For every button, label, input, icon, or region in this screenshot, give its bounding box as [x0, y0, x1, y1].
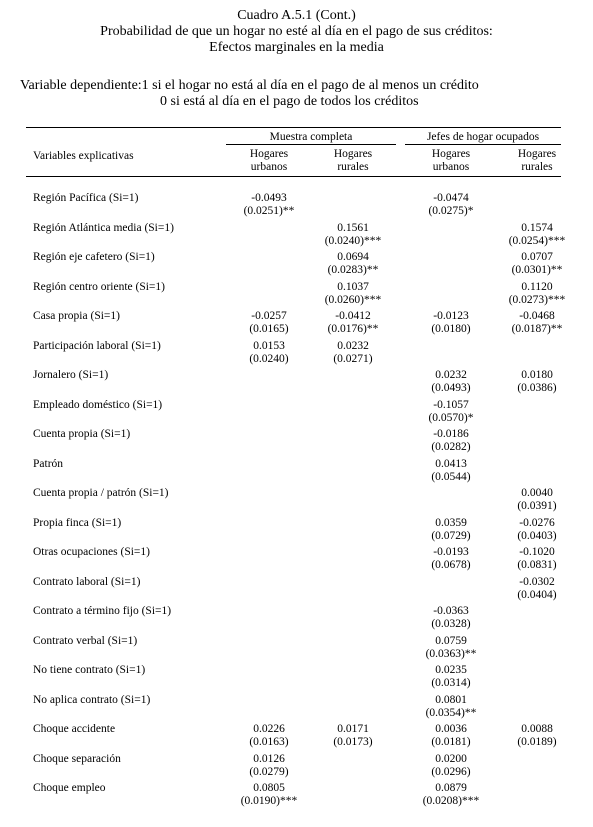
- coefficient: 0.0707: [521, 251, 553, 263]
- coefficient: -0.0468: [519, 310, 555, 322]
- table-cell: [411, 399, 491, 425]
- row-label: Empleado doméstico (Si=1): [33, 399, 163, 411]
- standard-error: (0.0260)***: [324, 294, 382, 306]
- standard-error: (0.0404): [517, 589, 557, 601]
- row-label: Cuenta propia / patrón (Si=1): [33, 487, 169, 499]
- row-label: Región eje cafetero (Si=1): [33, 251, 155, 263]
- table-cell: [497, 251, 577, 277]
- table-cell: [411, 369, 491, 395]
- standard-error: (0.0296): [431, 766, 471, 778]
- coefficient: -0.0474: [433, 192, 469, 204]
- coefficient: 0.1120: [521, 281, 553, 293]
- row-label: Región Atlántica media (Si=1): [33, 222, 174, 234]
- table-cell: [411, 694, 491, 720]
- group-header-muestra: Muestra completa: [269, 131, 353, 143]
- standard-error: (0.0678): [431, 559, 471, 571]
- standard-error: (0.0251)**: [243, 205, 295, 217]
- standard-error: (0.0190)***: [240, 795, 298, 807]
- table-cell: [411, 192, 491, 218]
- table-cell: [411, 546, 491, 572]
- coefficient: -0.0193: [433, 546, 469, 558]
- coefficient: 0.0036: [435, 723, 467, 735]
- group-header-jefes: Jefes de hogar ocupados: [426, 131, 540, 143]
- row-label: Participación laboral (Si=1): [33, 340, 161, 352]
- standard-error: (0.0163): [249, 736, 289, 748]
- coefficient: -0.0257: [251, 310, 287, 322]
- coefficient: 0.1574: [521, 222, 553, 234]
- coefficient: -0.0186: [433, 428, 469, 440]
- table-cell: [313, 251, 393, 277]
- group-rule-1: [226, 144, 396, 145]
- standard-error: (0.0386): [517, 382, 557, 394]
- coefficient: 0.0226: [253, 723, 285, 735]
- table-cell: [229, 753, 309, 779]
- row-label: Cuenta propia (Si=1): [33, 428, 131, 440]
- standard-error: (0.0493): [431, 382, 471, 394]
- row-label: Choque separación: [33, 753, 121, 765]
- table-cell: [411, 428, 491, 454]
- standard-error: (0.0403): [517, 530, 557, 542]
- standard-error: (0.0363)**: [425, 648, 477, 660]
- standard-error: (0.0271): [333, 353, 373, 365]
- table-cell: [229, 340, 309, 366]
- row-label: Región centro oriente (Si=1): [33, 281, 165, 293]
- coefficient: -0.1057: [433, 399, 469, 411]
- standard-error: (0.0314): [431, 677, 471, 689]
- standard-error: (0.0570)*: [428, 412, 474, 424]
- standard-error: (0.0173): [333, 736, 373, 748]
- stub-header: Variables explicativas: [33, 150, 134, 162]
- coefficient: 0.0200: [435, 753, 467, 765]
- table-cell: [497, 310, 577, 336]
- standard-error: (0.0254)***: [508, 235, 566, 247]
- coefficient: 0.0759: [435, 635, 467, 647]
- coefficient: 0.0180: [521, 369, 553, 381]
- table-cell: [497, 723, 577, 749]
- coefficient: 0.0359: [435, 517, 467, 529]
- standard-error: (0.0189): [517, 736, 557, 748]
- top-rule: [26, 127, 561, 128]
- coefficient: 0.0088: [521, 723, 553, 735]
- row-label: Región Pacífica (Si=1): [33, 192, 139, 204]
- standard-error: (0.0176)**: [327, 323, 379, 335]
- table-cell: [411, 605, 491, 631]
- table-cell: [411, 723, 491, 749]
- table-cell: [313, 281, 393, 307]
- table-cell: [497, 369, 577, 395]
- standard-error: (0.0181): [431, 736, 471, 748]
- standard-error: (0.0275)*: [428, 205, 474, 217]
- col-header-4: Hogares rurales: [517, 148, 557, 173]
- row-label: Contrato laboral (Si=1): [33, 576, 141, 588]
- table-cell: [229, 723, 309, 749]
- coefficient: 0.0235: [435, 664, 467, 676]
- coefficient: -0.0123: [433, 310, 469, 322]
- standard-error: (0.0180): [431, 323, 471, 335]
- standard-error: (0.0831): [517, 559, 557, 571]
- table-cell: [313, 723, 393, 749]
- table-cell: [497, 281, 577, 307]
- standard-error: (0.0165): [249, 323, 289, 335]
- coefficient: 0.0232: [435, 369, 467, 381]
- coefficient: 0.0879: [435, 782, 467, 794]
- coefficient: -0.0363: [433, 605, 469, 617]
- table-cell: [229, 782, 309, 808]
- table-cell: [411, 517, 491, 543]
- row-label: Choque accidente: [33, 723, 116, 735]
- table-cell: [411, 782, 491, 808]
- col-header-2: Hogares rurales: [333, 148, 373, 173]
- table-subtitle: Probabilidad de que un hogar no esté al día en el pago de sus créditos:: [100, 24, 493, 39]
- row-label: Otras ocupaciones (Si=1): [33, 546, 150, 558]
- coefficient: 0.0805: [253, 782, 285, 794]
- row-label: Propia finca (Si=1): [33, 517, 122, 529]
- dependent-variable: [20, 78, 479, 110]
- coefficient: 0.0694: [337, 251, 369, 263]
- row-label: Choque empleo: [33, 782, 106, 794]
- coefficient: 0.0232: [337, 340, 369, 352]
- coefficient: 0.0413: [435, 458, 467, 470]
- table-cell: [313, 340, 393, 366]
- row-label: Contrato verbal (Si=1): [33, 635, 138, 647]
- row-label: Jornalero (Si=1): [33, 369, 109, 381]
- coefficient: 0.0153: [253, 340, 285, 352]
- table-cell: [313, 222, 393, 248]
- standard-error: (0.0354)**: [425, 707, 477, 719]
- title-block: [0, 8, 593, 56]
- coefficient: 0.0126: [253, 753, 285, 765]
- header-rule: [26, 176, 561, 177]
- table-cell: [497, 576, 577, 602]
- standard-error: (0.0240)***: [324, 235, 382, 247]
- standard-error: (0.0279): [249, 766, 289, 778]
- standard-error: (0.0208)***: [422, 795, 480, 807]
- table-cell: [229, 192, 309, 218]
- coefficient: 0.1561: [337, 222, 369, 234]
- row-label: Casa propia (Si=1): [33, 310, 120, 322]
- table-cell: [497, 546, 577, 572]
- coefficient: 0.0040: [521, 487, 553, 499]
- coefficient: -0.0302: [519, 576, 555, 588]
- standard-error: (0.0283)**: [327, 264, 379, 276]
- dependent-label: Variable dependiente:: [20, 78, 142, 93]
- standard-error: (0.0187)**: [511, 323, 563, 335]
- coefficient: 0.0171: [337, 723, 369, 735]
- col-header-1: Hogares urbanos: [249, 148, 289, 173]
- table-cell: [411, 458, 491, 484]
- table-subtitle-2: Efectos marginales en la media: [209, 40, 384, 55]
- row-label: No aplica contrato (Si=1): [33, 694, 151, 706]
- standard-error: (0.0391): [517, 500, 557, 512]
- standard-error: (0.0544): [431, 471, 471, 483]
- dependent-line-1: 1 si el hogar no está al día en el pago de al menos un crédito: [141, 78, 479, 93]
- standard-error: (0.0729): [431, 530, 471, 542]
- table-cell: [497, 517, 577, 543]
- table-cell: [411, 664, 491, 690]
- table-cell: [313, 310, 393, 336]
- standard-error: (0.0282): [431, 441, 471, 453]
- table-cell: [229, 310, 309, 336]
- standard-error: (0.0328): [431, 618, 471, 630]
- coefficient: 0.1037: [337, 281, 369, 293]
- table-cell: [411, 310, 491, 336]
- dependent-line-2: 0 si está al día en el pago de todos los créditos: [160, 94, 419, 109]
- coefficient: -0.0412: [335, 310, 371, 322]
- coefficient: -0.0493: [251, 192, 287, 204]
- table-cell: [411, 635, 491, 661]
- table-title: Cuadro A.5.1 (Cont.): [237, 8, 356, 23]
- coefficient: 0.0801: [435, 694, 467, 706]
- col-header-3: Hogares urbanos: [431, 148, 471, 173]
- table-cell: [497, 487, 577, 513]
- standard-error: (0.0301)**: [511, 264, 563, 276]
- group-rule-2: [405, 144, 561, 145]
- row-label: No tiene contrato (Si=1): [33, 664, 146, 676]
- coefficient: -0.0276: [519, 517, 555, 529]
- table-cell: [497, 222, 577, 248]
- table-cell: [411, 753, 491, 779]
- row-label: Contrato a término fijo (Si=1): [33, 605, 172, 617]
- coefficient: -0.1020: [519, 546, 555, 558]
- row-label: Patrón: [33, 458, 64, 470]
- standard-error: (0.0240): [249, 353, 289, 365]
- standard-error: (0.0273)***: [508, 294, 566, 306]
